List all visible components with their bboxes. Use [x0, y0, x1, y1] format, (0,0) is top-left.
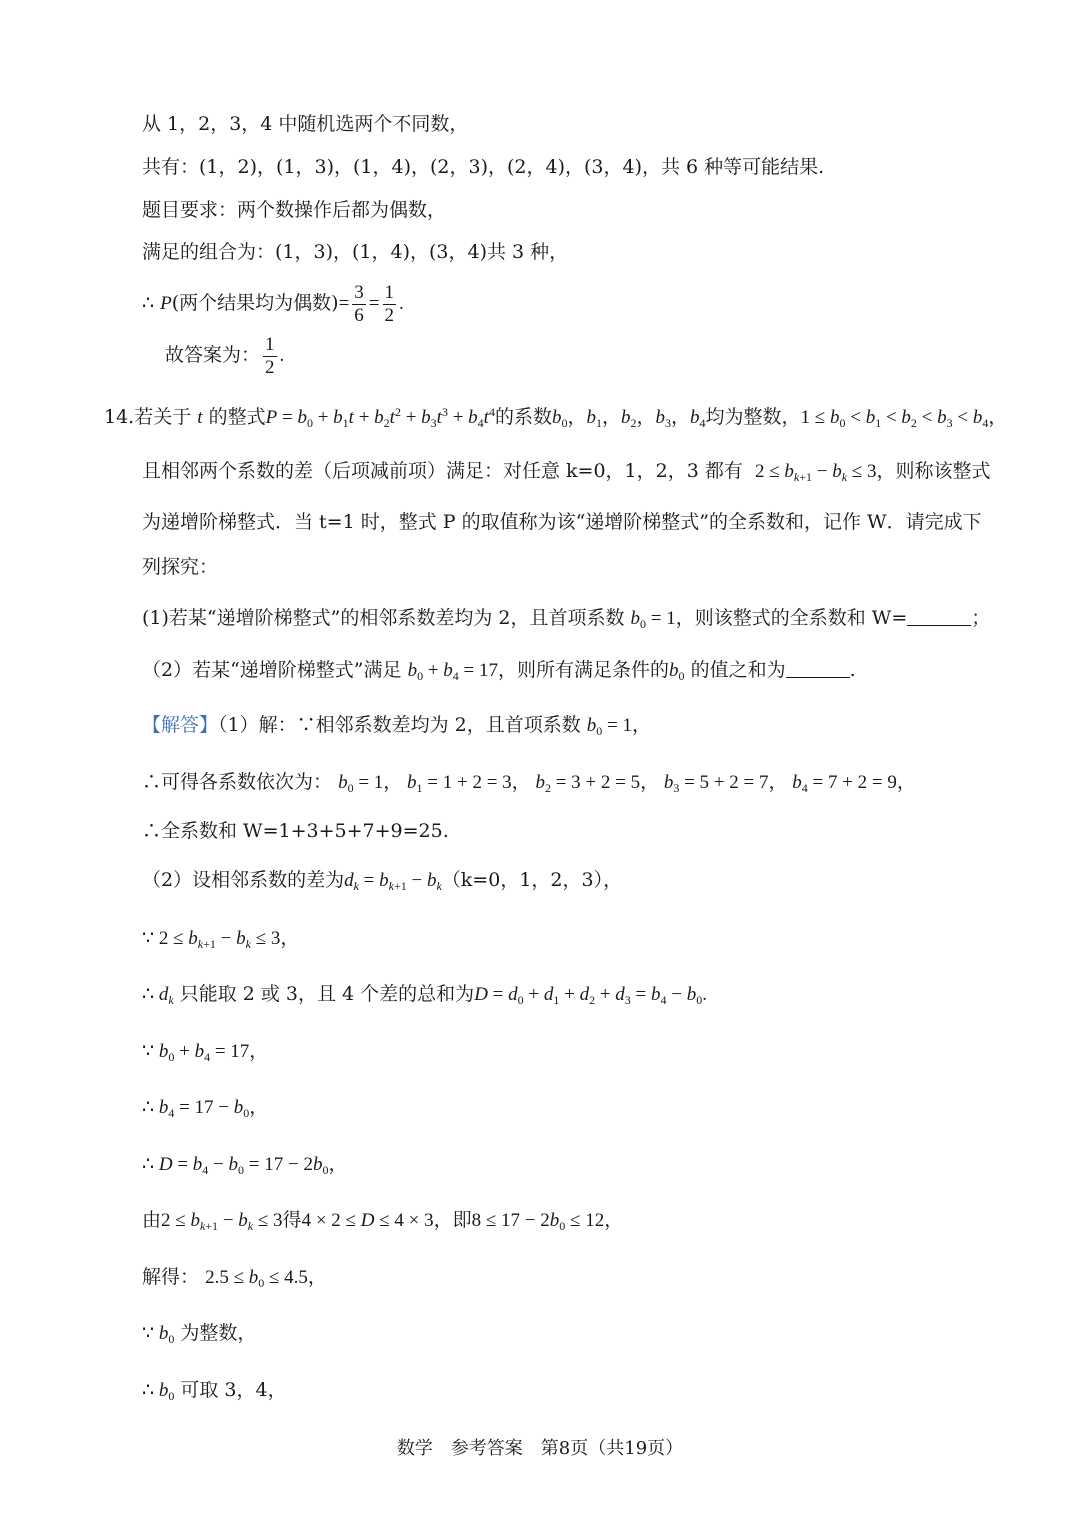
solution-line: ∴可得各系数依次为： $b_0 = 1$， $b_1 = 1 + 2 = 3$， $b_2 = 3 + 2 = 5$， $b_3 = 5 + 2 = 7$， $b_4 = 7 + 2 = 9$， — [142, 771, 916, 795]
solution-line: 【解答】（1）解：∵相邻系数差均为 2，且首项系数 $b_0 = 1$， — [142, 714, 651, 738]
solution-line: ∴ $b_4 = 17 - b_0$， — [142, 1097, 269, 1120]
solution-line: ∵ $b_0 + b_4 = 17$， — [142, 1041, 269, 1064]
text-line: 满足的组合为：(1，3)，(1，4)，(3，4)共 3 种， — [142, 241, 569, 263]
solution-line: 解得： $2.5 \le b_0 \le 4.5$， — [142, 1266, 327, 1290]
answer-line: 故答案为： $\frac{1}{2}$ . — [165, 333, 285, 378]
question-14-line: 为递增阶梯整式．当 t=1 时，整式 P 的取值称为该“递增阶梯整式”的全系数和，记作 W．请完成下 — [142, 511, 982, 533]
answer-blank — [786, 659, 850, 678]
fraction: $\frac{3}{6}$ — [354, 281, 364, 326]
solution-tag: 【解答】 — [142, 714, 219, 736]
question-14-line: 14.若关于 t 的整式$P = b_0 + b_1t + b_2t^2 + b_3t^3 + b_4t^4$的系数$b_0$，$b_1$，$b_2$，$b_3$，$b_4$均为整数，$1 \le b_0 < b_1 < b_2 < b_3 < b_4$， — [104, 405, 1008, 430]
question-part-2: （2）若某“递增阶梯整式”满足 $b_0 + b_4 = 17$，则所有满足条件的$b_0$ 的值之和为 . — [142, 659, 856, 683]
fraction: $\frac{1}{2}$ — [265, 333, 275, 378]
solution-line: （2）设相邻系数的差为$d_k = b_{k+1} - b_k(k=0$，1，2，3）， — [142, 869, 623, 893]
fraction: $\frac{1}{2}$ — [384, 281, 395, 326]
answer-blank — [907, 607, 971, 626]
solution-line: 由$2 \le b_{k+1} - b_k \le 3$得4 × 2 ≤ D ≤ 4 × 3，即$8 \le 17 - 2b_0 \le 12$， — [142, 1209, 624, 1233]
question-number: 14. — [104, 406, 135, 428]
probability-line: ∴ P(两个结果均为偶数)= $\frac{3}{6}$ = $\frac{1}{2}$ . — [142, 281, 404, 326]
text-line: 题目要求：两个数操作后都为偶数， — [142, 199, 447, 221]
solution-line: ∴ $D = b_4 - b_0 = 17 - 2b_0$， — [142, 1154, 348, 1177]
solution-line: ∴全系数和 W=1+3+5+7+9=25. — [142, 820, 449, 842]
question-14-line: 且相邻两个系数的差（后项减前项）满足：对任意 k=0，1，2，3 都有 $2 \le b_{k+1} - b_k \le 3$，则称该整式 — [142, 460, 991, 484]
text-line: 共有：(1，2)，(1，3)，(1，4)，(2，3)，(2，4)，(3，4)，共 6 种等可能结果. — [142, 156, 825, 178]
question-part-1: (1)若某“递增阶梯整式”的相邻系数差均为 2，且首项系数 $b_0 = 1$，则该整式的全系数和 W= ； — [142, 607, 991, 631]
solution-line: ∴ $d_k$ 只能取 2 或 3，且 4 个差的总和为$D = d_0 + d_1 + d_2 + d_3 = b_4 - b_0$. — [142, 983, 707, 1007]
question-14-line: 列探究： — [142, 556, 219, 578]
solution-line: ∵ $b_0$ 为整数， — [142, 1322, 257, 1346]
solution-line: ∴ $b_0$ 可取 3，4， — [142, 1379, 287, 1403]
formula: $P = b_0 + b_1t + b_2t^2 + b_3t^3 + b_4t^4$ — [265, 405, 495, 430]
text-line: 从 1，2，3，4 中随机选两个不同数， — [142, 113, 469, 135]
solution-line: ∵ $2 \le b_{k+1} - b_k \le 3$， — [142, 928, 300, 951]
page-footer: 数学 参考答案 第8页（共19页） — [396, 1438, 684, 1459]
